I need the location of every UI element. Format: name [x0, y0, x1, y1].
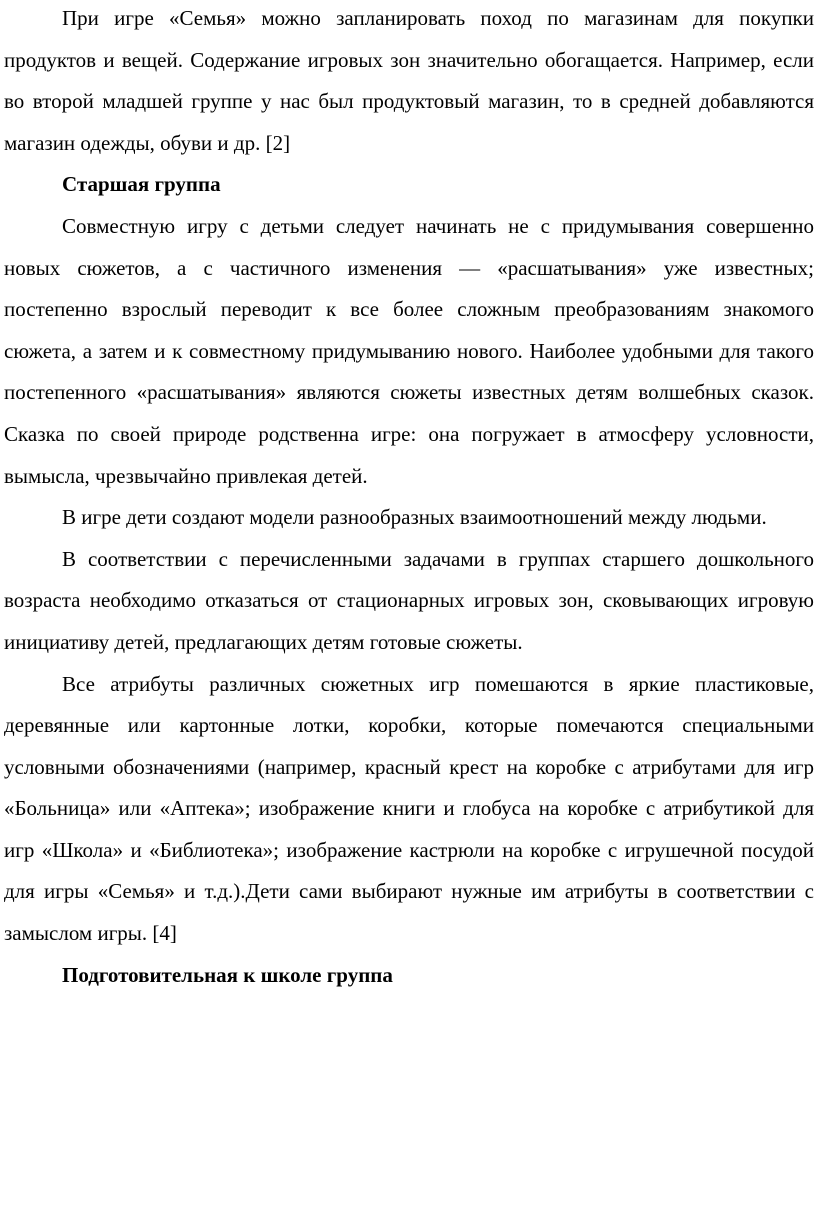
heading-senior-group: Старшая группа: [62, 172, 221, 197]
paragraph-relationship-models: В игре дети создают модели разнообразных взаимоотношений между людьми.: [62, 505, 767, 530]
paragraph-attributes-boxes: Все атрибуты различных сюжетных игр помешаются в яркие пластиковые, деревянные или картонные лотки, коробки, которые помечаются специальными условными обозначениями (например, красный крест на коробке с атрибутами для игр «Больница» или «Аптека»; изображение книги и глобуса на коробке с атрибутикой для игр «Школа» и «Библиотека»; изображение кастрюли на коробке с игрушечной посудой для игры «Семья» и т.д.).Дети сами выбирают нужные им атрибуты в соответствии с замыслом игры. [4]: [4, 671, 814, 946]
paragraph-stationary-zones: В соответствии с перечисленными задачами в группах старшего дошкольного возраста необходимо отказаться от стационарных игровых зон, сковывающих игровую инициативу детей, предлагающих детям готовые сюжеты.: [4, 546, 814, 654]
heading-preparatory-group: Подготовительная к школе группа: [62, 962, 393, 987]
paragraph-family-game: При игре «Семья» можно запланировать поход по магазинам для покупки продуктов и вещей. Содержание игровых зон значительно обогащается. Например, если во второй младшей группе у нас был продуктовый магазин, то в средней добавляются магазин одежды, обуви и др. [2]: [4, 6, 814, 155]
paragraph-joint-play: Совместную игру с детьми следует начинать не с придумывания совершенно новых сюжетов, а с частичного изменения — «расшатывания» уже известных; постепенно взрослый переводит к все более сложным преобразованиям знакомого сюжета, а затем и к совместному придумыванию нового. Наиболее удобными для такого постепенного «расшатывания» являются сюжеты известных детям волшебных сказок. Сказка по своей природе родственна игре: она погружает в атмосферу условности, вымысла, чрезвычайно привлекая детей.: [4, 213, 814, 488]
